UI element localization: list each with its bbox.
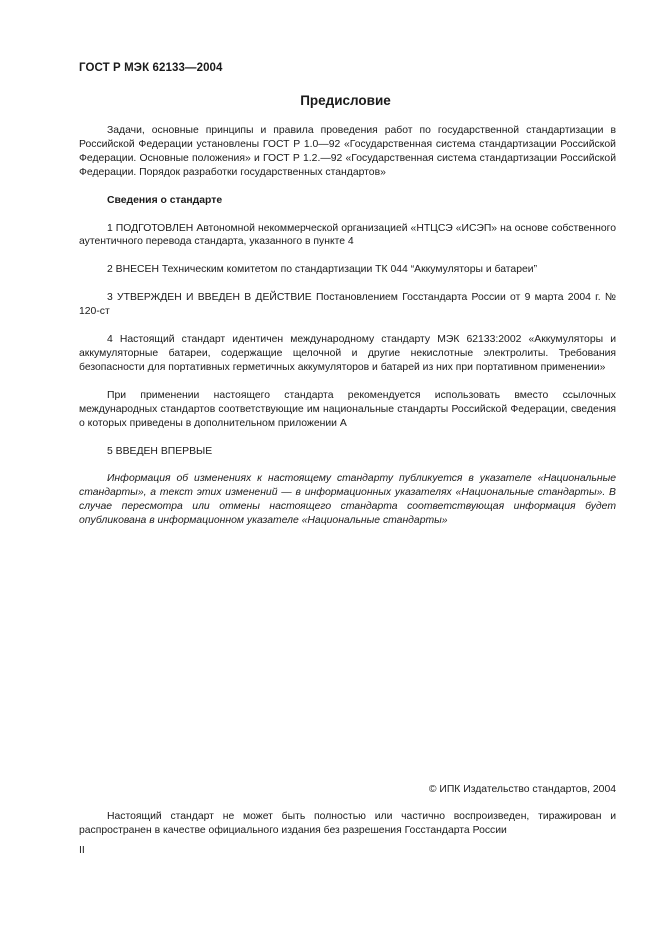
document-code-header: ГОСТ Р МЭК 62133—2004 [79,62,223,74]
page-title [0,93,661,108]
item-4: 4 Настоящий стандарт идентичен международному стандарту МЭК 62133:2002 «Аккумуляторы и аккумуляторные батареи, содержащие щелочной и другие некислотные электролиты. Требования безопасности для портативных герметичных аккумуляторов и батарей из них при портативном применении» [79,334,616,373]
item-5: 5 ВВЕДЕН ВПЕРВЫЕ [107,445,213,457]
reproduction-notice: Настоящий стандарт не может быть полностью или частично воспроизведен, тиражирован и распространен в качестве официального издания без разрешения Госстандарта России [79,811,616,836]
page-title-text: Предисловие [300,93,391,108]
section-heading: Сведения о стандарте [107,194,223,206]
item-2: 2 ВНЕСЕН Техническим комитетом по стандартизации ТК 044 “Аккумуляторы и батареи” [107,264,538,276]
changes-info-paragraph: Информация об изменениях к настоящему стандарту публикуется в указателе «Национальные стандарты», а текст этих изменений — в информационных указателях «Национальные стандарты». В случае пересмотра или отмены настоящего стандарта соответствующая информация будет опубликована в информационном указателе «Национальные стандарты» [79,473,616,527]
document-body [79,124,616,528]
page-number: II [79,845,85,856]
copyright-notice: © ИПК Издательство стандартов, 2004 [428,784,616,795]
item-1: 1 ПОДГОТОВЛЕН Автономной некоммерческой организацией «НТЦСЭ «ИСЭП» на основе собственного аутентичного перевода стандарта, указанного в пункте 4 [79,222,616,248]
intro-paragraph: Задачи, основные принципы и правила проведения работ по государственной стандартизации в Российской Федерации установлены ГОСТ Р 1.0—92 «Государственная система стандартизации Российской Федерации. Основные положения» и ГОСТ Р 1.2.—92 «Государственная система стандартизации Российской Федерации. Порядок разработки государственных стандартов» [79,125,616,178]
reference-note: При применении настоящего стандарта рекомендуется использовать вместо ссылочных международных стандартов соответствующие им национальные стандарты Российской Федерации, сведения о которых приведены в дополнительном приложении А [79,389,616,429]
item-3: 3 УТВЕРЖДЕН И ВВЕДЕН В ДЕЙСТВИЕ Постановлением Госстандарта России от 9 марта 2004 г. № 120-ст [79,292,616,318]
